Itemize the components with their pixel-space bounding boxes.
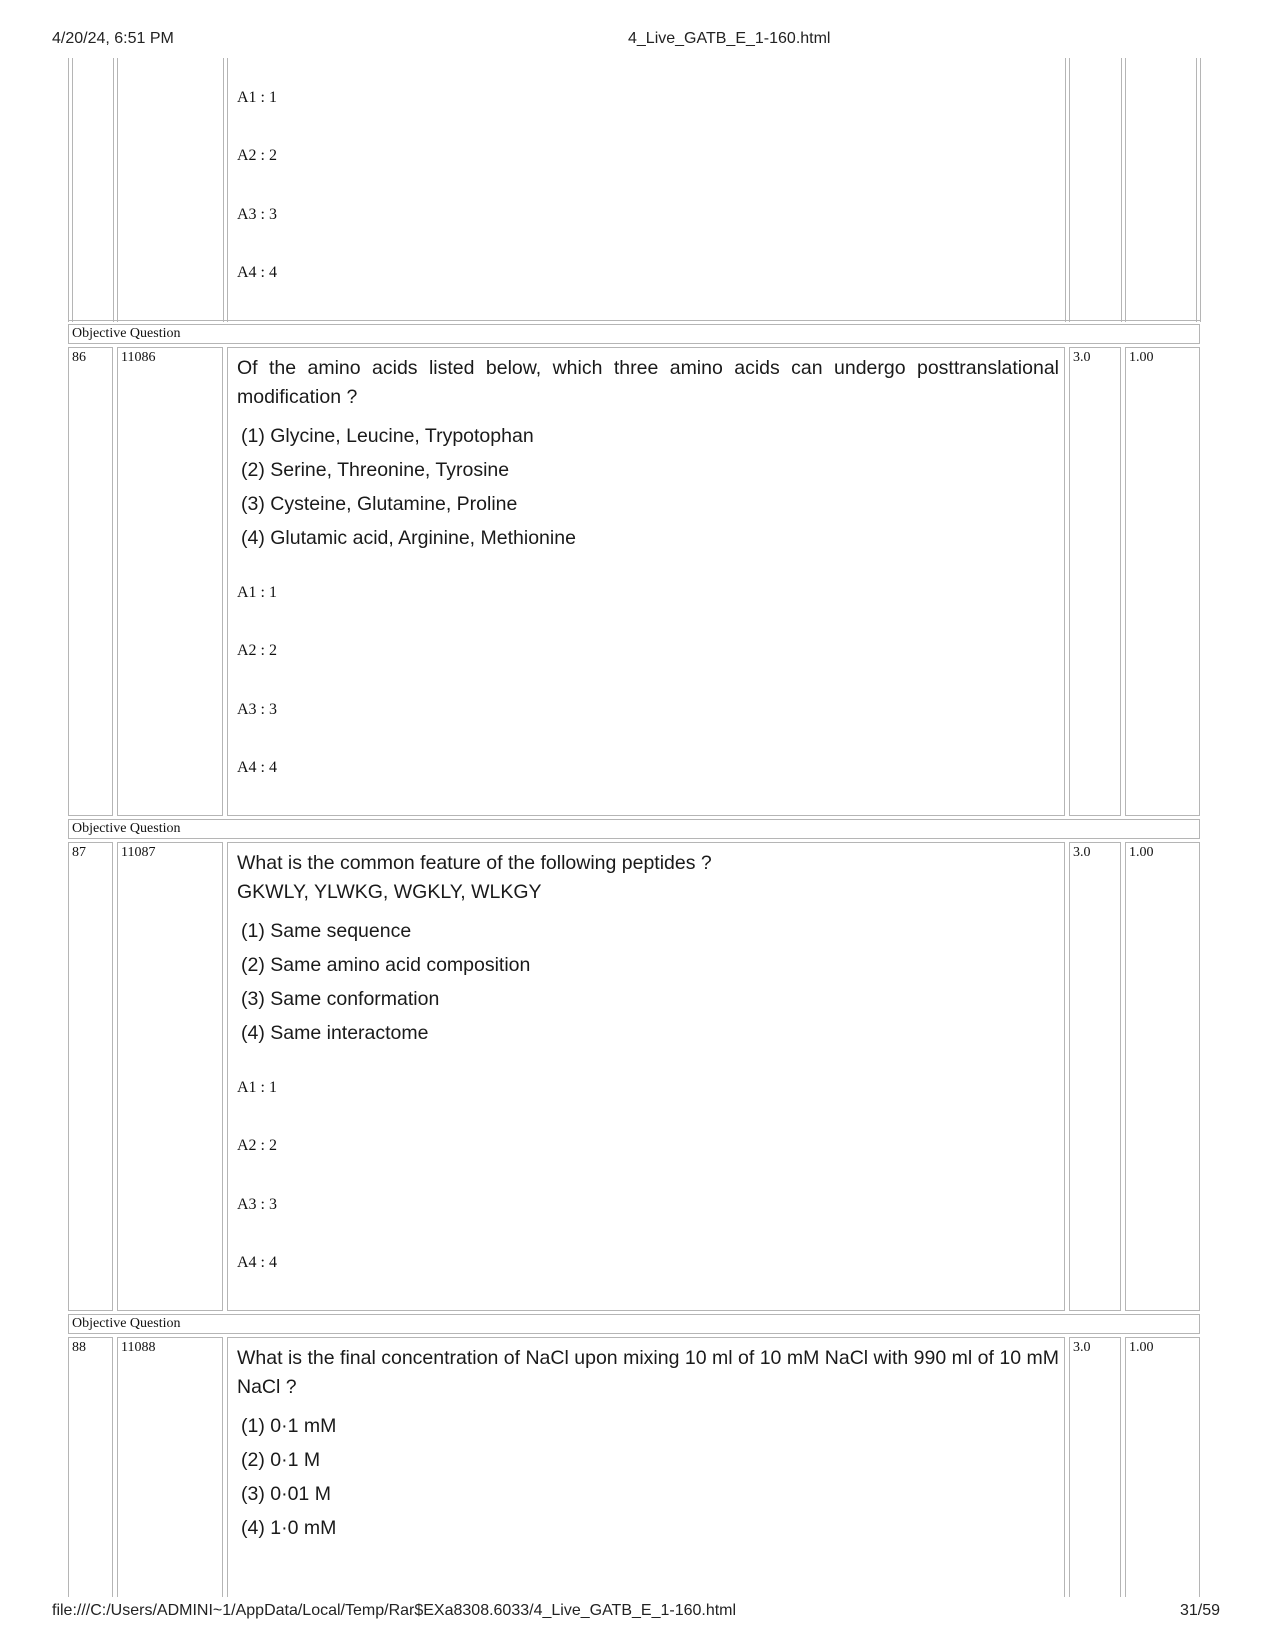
option-2: (2) 0·1 M [241, 1449, 321, 1471]
answer-label: A3 : 3 [237, 701, 277, 718]
question-text: What is the final concentration of NaCl upon mixing 10 ml of 10 mM NaCl with 990 ml of 10 mM NaCl ? [237, 1347, 1059, 1398]
question-id-cell: 11087 [117, 842, 223, 1311]
option-3: (3) Cysteine, Glutamine, Proline [241, 493, 518, 515]
file-path: file:///C:/Users/ADMINI~1/AppData/Local/Temp/Rar$EXa8308.6033/4_Live_GATB_E_1-160.html [52, 1602, 737, 1619]
answer-label: A1 : 1 [237, 584, 277, 601]
option-1: (1) Glycine, Leucine, Trypotophan [241, 425, 534, 447]
question-body-cell [227, 842, 1065, 1311]
option-2: (2) Same amino acid composition [241, 954, 531, 976]
option-4: (4) Same interactome [241, 1022, 429, 1044]
option-1: (1) 0·1 mM [241, 1415, 337, 1437]
question-body-cell [227, 347, 1065, 816]
negative-marks-cell: 1.00 [1125, 1337, 1200, 1597]
option-2: (2) Serine, Threonine, Tyrosine [241, 459, 510, 481]
answer-label: A2 : 2 [237, 1137, 277, 1154]
marks-cell: 3.0 [1069, 842, 1121, 1311]
answer-label: A2 : 2 [237, 642, 277, 659]
answer-label: A4 : 4 [237, 759, 277, 776]
marks-cell: 3.0 [1069, 1337, 1121, 1597]
serial-number-cell: 88 [68, 1337, 113, 1597]
peptide-sequences: GKWLY, YLWKG, WGKLY, WLKGY [237, 881, 542, 903]
option-3: (3) 0·01 M [241, 1483, 331, 1505]
section-label: Objective Question [68, 1314, 1200, 1334]
print-datetime: 4/20/24, 6:51 PM [52, 30, 174, 47]
answer-label: A3 : 3 [237, 206, 277, 223]
serial-number-cell: 87 [68, 842, 113, 1311]
answer-label: A1 : 1 [237, 1079, 277, 1096]
answer-label: A1 : 1 [237, 89, 277, 106]
negative-marks-cell: 1.00 [1125, 347, 1200, 816]
page-number: 31/59 [1180, 1602, 1221, 1619]
serial-number-cell: 86 [68, 347, 113, 816]
question-text: Of the amino acids listed below, which three amino acids can undergo posttranslational modification ? [237, 357, 1059, 408]
answer-label: A4 : 4 [237, 264, 277, 281]
question-id-cell: 11088 [117, 1337, 223, 1597]
option-4: (4) Glutamic acid, Arginine, Methionine [241, 527, 576, 549]
question-id-cell: 11086 [117, 347, 223, 816]
section-label: Objective Question [68, 324, 1200, 344]
question-text: What is the common feature of the following peptides ? [237, 852, 712, 874]
option-4: (4) 1·0 mM [241, 1517, 337, 1539]
answer-label: A2 : 2 [237, 147, 277, 164]
negative-marks-cell: 1.00 [1125, 842, 1200, 1311]
document-title: 4_Live_GATB_E_1-160.html [628, 30, 831, 47]
answer-label: A3 : 3 [237, 1196, 277, 1213]
answer-label: A4 : 4 [237, 1254, 277, 1271]
option-1: (1) Same sequence [241, 920, 412, 942]
marks-cell: 3.0 [1069, 347, 1121, 816]
option-3: (3) Same conformation [241, 988, 440, 1010]
section-label: Objective Question [68, 819, 1200, 839]
